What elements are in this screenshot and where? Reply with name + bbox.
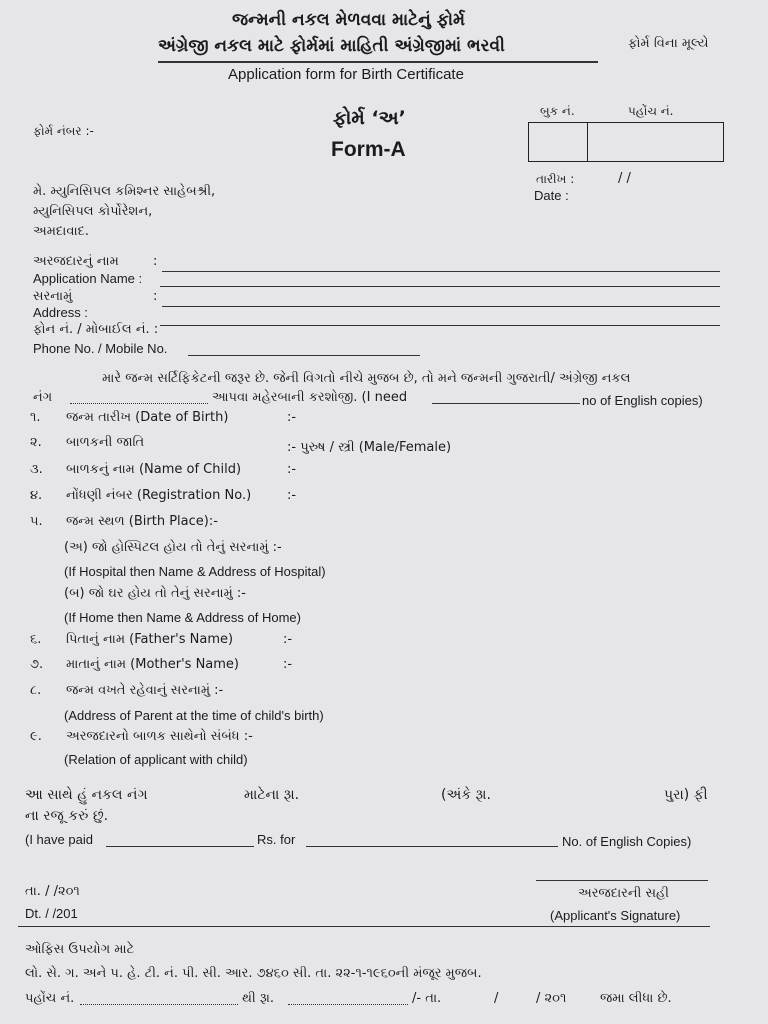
- free-of-cost-note: ફોર્મ વિના મૂલ્યે: [628, 36, 709, 51]
- hospital-address-label: (If Hospital then Name & Address of Hospital): [64, 564, 326, 579]
- sign-date-gujarati: તા. / /૨૦૧: [25, 884, 80, 899]
- address-line-3: અમદાવાદ.: [33, 224, 90, 239]
- signature-field[interactable]: [536, 880, 708, 881]
- payment-english-2: Rs. for: [257, 832, 296, 847]
- receipt-amount-field[interactable]: [288, 1004, 408, 1005]
- address-field[interactable]: [162, 306, 720, 307]
- home-address-label: (If Home then Name & Address of Home): [64, 610, 301, 625]
- home-address-label-gujarati: (બ) જો ઘર હોય તો તેનું સરનામું :-: [64, 586, 246, 601]
- book-receipt-box[interactable]: [528, 122, 724, 162]
- date-slashes: / /: [618, 171, 631, 186]
- field-label-parent-address: જન્મ વખતે રહેવાનું સરનામું :-: [66, 683, 224, 698]
- receipt-year: / ૨૦૧: [536, 991, 567, 1006]
- field-label-child-name: બાળકનું નામ (Name of Child): [66, 462, 242, 477]
- form-number-label: ફોર્મ નંબર :-: [33, 124, 94, 138]
- title-english: Application form for Birth Certificate: [228, 66, 464, 83]
- sign-date-english: Dt. / /201: [25, 906, 78, 921]
- applicant-signature-label-gujarati: અરજદારની સહી: [578, 886, 669, 901]
- request-line-1: મારે જન્મ સર્ટિફિકેટની જરૂર છે. જેની વિગતો નીચે મુજબ છે, તો મને જન્મની ગુજરાતી/ અંગ્રેજી નકલ: [102, 371, 631, 386]
- applicant-name-colon: :: [153, 254, 158, 269]
- receipt-label: પહોંચ નં.: [25, 991, 75, 1006]
- field-number: ૪.: [30, 488, 43, 503]
- title-underline: [158, 61, 598, 63]
- form-a-title-gujarati: ફોર્મ ‘અ’: [333, 107, 406, 129]
- field-number: ૧.: [30, 410, 41, 425]
- office-approval-text: લો. સે. ગ. અને પ. હે. ટી. નં. પી. સી. આર. ૭૪૬૦ સી. તા. ૨૨-૧-૧૯૬૦ની મંજૂર મુજબ.: [25, 966, 482, 981]
- field-label-registration-no: નોંધણી નંબર (Registration No.): [66, 488, 252, 503]
- box-divider: [587, 123, 588, 161]
- field-number: ૬.: [30, 632, 42, 647]
- address-field-2[interactable]: [160, 325, 720, 326]
- field-label-mother-name: માતાનું નામ (Mother's Name): [66, 657, 239, 672]
- payment-english-3: No. of English Copies): [562, 834, 692, 849]
- field-label-date-of-birth: જન્મ તારીખ (Date of Birth): [66, 410, 229, 425]
- phone-field[interactable]: [188, 355, 420, 356]
- address-colon: :: [153, 289, 158, 304]
- payment-text-1: આ સાથે હું નકલ નંગ: [25, 787, 148, 803]
- applicant-name-field-2[interactable]: [160, 286, 720, 287]
- field-number: ૭.: [30, 657, 44, 672]
- applicant-name-label-gujarati: અરજદારનું નામ: [33, 254, 119, 269]
- payment-text-5: ના રજૂ કરું છું.: [25, 808, 109, 824]
- field-label-gender: બાળકની જાતિ: [66, 435, 145, 450]
- field-number: ૫.: [30, 514, 43, 529]
- receipt-deposited-label: જમા લીધા છે.: [600, 991, 672, 1006]
- english-copies-field[interactable]: [432, 403, 580, 404]
- section-divider: [18, 926, 710, 927]
- request-quantity-label: નંગ: [33, 390, 53, 405]
- address-line-1: મે. મ્યુનિસિપલ કમિશ્નર સાહેબશ્રી,: [33, 184, 216, 199]
- applicant-signature-label: (Applicant's Signature): [550, 908, 681, 923]
- receipt-amount-label: થી રૂા.: [242, 991, 275, 1006]
- field-label-birth-place: જન્મ સ્થળ (Birth Place):-: [66, 514, 218, 529]
- request-quantity-field[interactable]: [70, 403, 208, 404]
- hospital-address-label-gujarati: (અ) જો હોસ્પિટલ હોય તો તેનું સરનામું :-: [64, 540, 282, 555]
- address-label-gujarati: સરનામું: [33, 289, 73, 304]
- title-gujarati-1: જન્મની નકલ મેળવવા માટેનું ફોર્મ: [232, 10, 466, 30]
- field-value-child-name[interactable]: :-: [287, 462, 297, 477]
- field-value-father-name[interactable]: :-: [283, 632, 293, 647]
- field-number: ૩.: [30, 462, 43, 477]
- form-a-title: Form-A: [331, 138, 406, 161]
- field-label-parent-address-english: (Address of Parent at the time of child's birth): [64, 708, 324, 723]
- payment-text-2: માટેના રૂા.: [244, 787, 300, 803]
- phone-label: Phone No. / Mobile No.: [33, 341, 168, 356]
- field-number: ૮.: [30, 683, 42, 698]
- payment-english-1: (I have paid: [25, 832, 93, 847]
- address-line-2: મ્યુનિસિપલ કોર્પોરેશન,: [33, 204, 153, 219]
- applicant-name-label: Application Name :: [33, 271, 143, 286]
- field-value-date-of-birth[interactable]: :-: [287, 410, 297, 425]
- field-value-gender[interactable]: :- પુરુષ / સ્ત્રી (Male/Female): [287, 440, 452, 455]
- title-gujarati-2: અંગ્રેજી નકલ માટે ફોર્મમાં માહિતી અંગ્રેજીમાં ભરવી: [158, 36, 505, 56]
- receipt-date-label: /- તા.: [412, 991, 442, 1006]
- applicant-name-field[interactable]: [162, 271, 720, 272]
- field-label-relation: અરજદારનો બાળક સાથેનો સંબંધ :-: [66, 729, 253, 744]
- field-value-mother-name[interactable]: :-: [283, 657, 293, 672]
- address-label: Address :: [33, 305, 88, 320]
- paid-amount-field[interactable]: [306, 846, 558, 847]
- request-line-2: આપવા મહેરબાની કરશોજી. (I need: [212, 390, 408, 405]
- field-label-father-name: પિતાનું નામ (Father's Name): [66, 632, 234, 647]
- request-line-2-end: no of English copies): [582, 393, 703, 408]
- field-value-registration-no[interactable]: :-: [287, 488, 297, 503]
- office-use-title: ઓફિસ ઉપયોગ માટે: [25, 942, 135, 957]
- receipt-number-field[interactable]: [80, 1004, 238, 1005]
- receipt-date-slash: /: [494, 991, 499, 1006]
- payment-text-3: (અંકે રૂા.: [441, 787, 491, 803]
- field-number: ૨.: [30, 435, 42, 450]
- payment-text-4: પુરા) ફી: [664, 787, 708, 803]
- date-label-gujarati: તારીખ :: [536, 172, 575, 186]
- field-number: ૯.: [30, 729, 42, 744]
- field-label-relation-english: (Relation of applicant with child): [64, 752, 248, 767]
- book-number-label: બુક નં.: [540, 104, 575, 118]
- phone-label-gujarati: ફોન નં. / મોબાઈલ નં. :: [33, 322, 159, 337]
- date-label-english: Date :: [534, 188, 569, 203]
- paid-copies-field[interactable]: [106, 846, 254, 847]
- receipt-number-label: પહોંચ નં.: [628, 104, 674, 118]
